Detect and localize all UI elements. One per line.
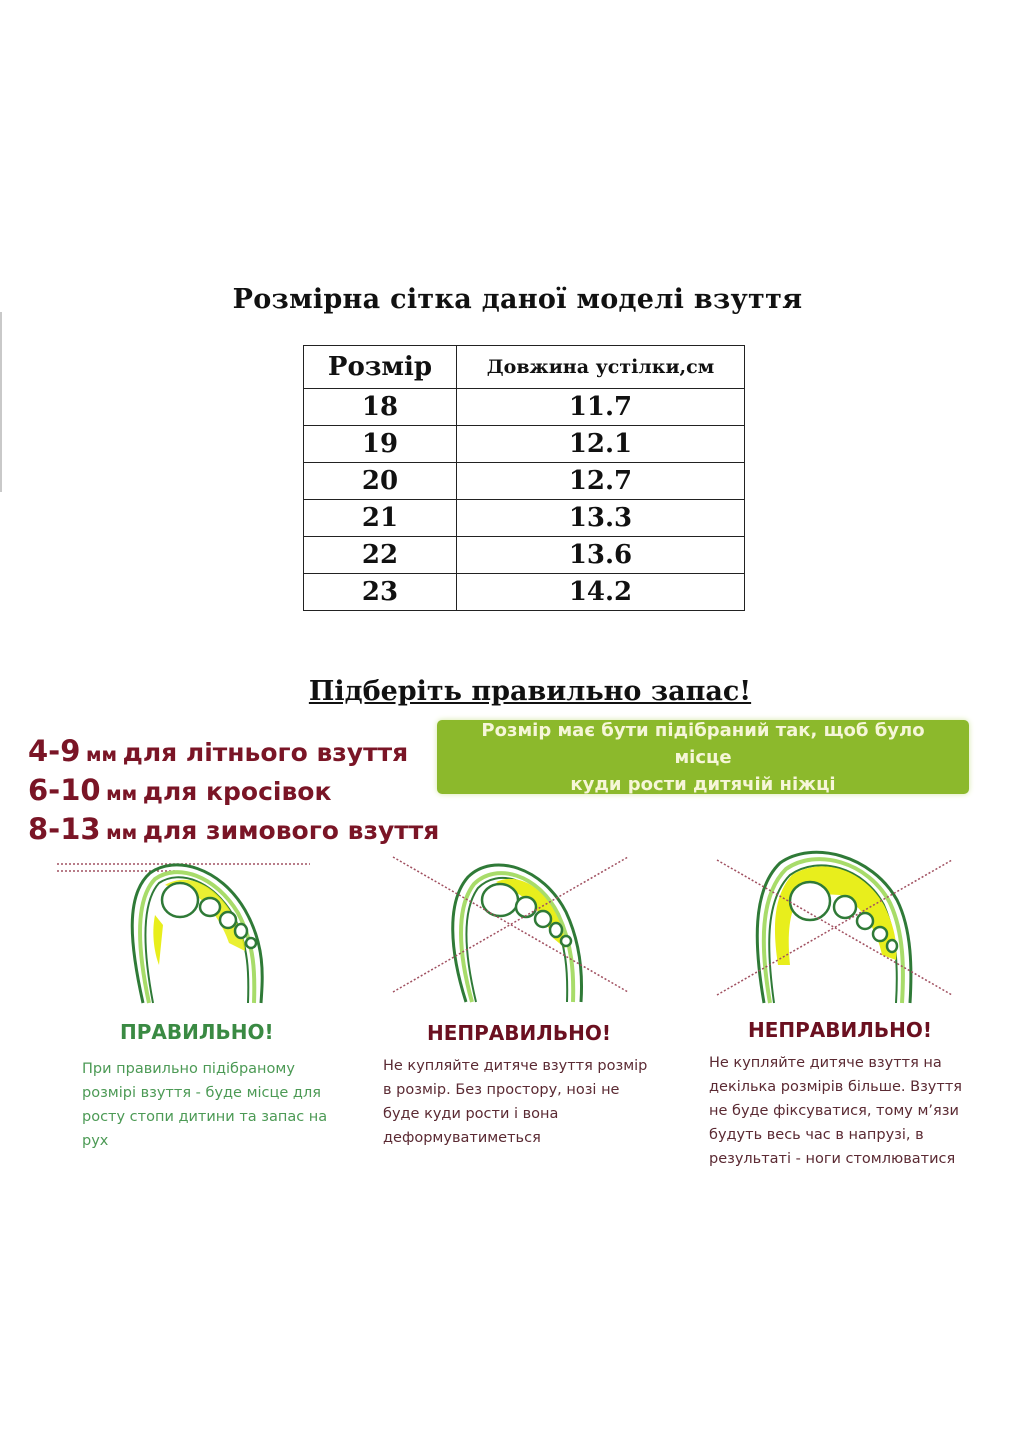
table-row (304, 574, 745, 611)
cell-size: 22 (304, 537, 457, 574)
margin-desc: для зимового взуття (142, 816, 440, 845)
table-row (304, 389, 745, 426)
text-line: При правильно підібраному (82, 1061, 295, 1077)
size-table (303, 345, 745, 611)
margin-range: 8-13 (28, 812, 101, 846)
margin-item-sneakers (28, 771, 439, 810)
text-line: не буде фіксуватися, тому м’язи (709, 1103, 959, 1119)
cell-size: 19 (304, 426, 457, 463)
margin-range: 6-10 (28, 773, 101, 807)
foot-icon (712, 845, 957, 1005)
margin-list (28, 732, 439, 849)
table-row (304, 500, 745, 537)
foot-icon (388, 852, 633, 1004)
tip-banner (437, 720, 969, 794)
cell-length: 13.6 (457, 537, 745, 574)
section-subtitle: Підберіть правильно запас! (308, 676, 752, 707)
text-line: деформуватиметься (383, 1130, 541, 1146)
edge-artifact (0, 312, 2, 492)
foot-correct-illustration (55, 855, 315, 1005)
cell-length: 14.2 (457, 574, 745, 611)
margin-desc: для кросівок (142, 777, 332, 806)
text-line: Не купляйте дитяче взуття розмір (383, 1058, 648, 1074)
header-size: Розмір (304, 346, 457, 389)
table-row (304, 426, 745, 463)
text-line: Не купляйте дитяче взуття на (709, 1055, 942, 1071)
foot-too-small-illustration (388, 852, 633, 1004)
cell-length: 12.7 (457, 463, 745, 500)
text-line: буде куди рости і вона (383, 1106, 559, 1122)
margin-unit: мм (106, 822, 138, 844)
text-line: будуть весь час в напрузі, в (709, 1127, 924, 1143)
cell-size: 18 (304, 389, 457, 426)
text-line: розмірі взуття - буде місце для (82, 1085, 321, 1101)
incorrect-description-small (383, 1054, 647, 1150)
cell-size: 21 (304, 500, 457, 537)
margin-range: 4-9 (28, 734, 81, 768)
incorrect-heading-small: НЕПРАВИЛЬНО! (427, 1021, 611, 1045)
incorrect-heading-large: НЕПРАВИЛЬНО! (748, 1018, 932, 1042)
correct-heading: ПРАВИЛЬНО! (120, 1020, 274, 1044)
text-line: результаті - ноги стомлюватися (709, 1151, 956, 1167)
tip-line-1: Розмір має бути підібраний так, щоб було місце (481, 719, 925, 768)
table-row (304, 537, 745, 574)
text-line: рух (82, 1133, 109, 1149)
foot-too-large-illustration (712, 845, 957, 1005)
text-line: росту стопи дитини та запас на (82, 1109, 328, 1125)
foot-icon (55, 855, 315, 1005)
incorrect-description-large (709, 1051, 962, 1171)
text-line: в розмір. Без простору, нозі не (383, 1082, 620, 1098)
table-row (304, 463, 745, 500)
cell-size: 20 (304, 463, 457, 500)
margin-desc: для літнього взуття (122, 738, 409, 767)
margin-unit: мм (85, 744, 118, 766)
tip-line-2: куди рости дитячій ніжці (570, 773, 836, 795)
margin-unit: мм (106, 783, 138, 805)
cell-length: 12.1 (457, 426, 745, 463)
margin-item-summer (28, 732, 439, 771)
page-title: Розмірна сітка даної моделі взуття (232, 284, 803, 315)
cell-length: 13.3 (457, 500, 745, 537)
margin-item-winter (28, 810, 439, 849)
cell-length: 11.7 (457, 389, 745, 426)
cell-size: 23 (304, 574, 457, 611)
text-line: декілька розмірів більше. Взуття (709, 1079, 962, 1095)
table-header-row (304, 346, 745, 389)
header-length: Довжина устілки,см (457, 346, 745, 389)
correct-description (82, 1057, 327, 1153)
